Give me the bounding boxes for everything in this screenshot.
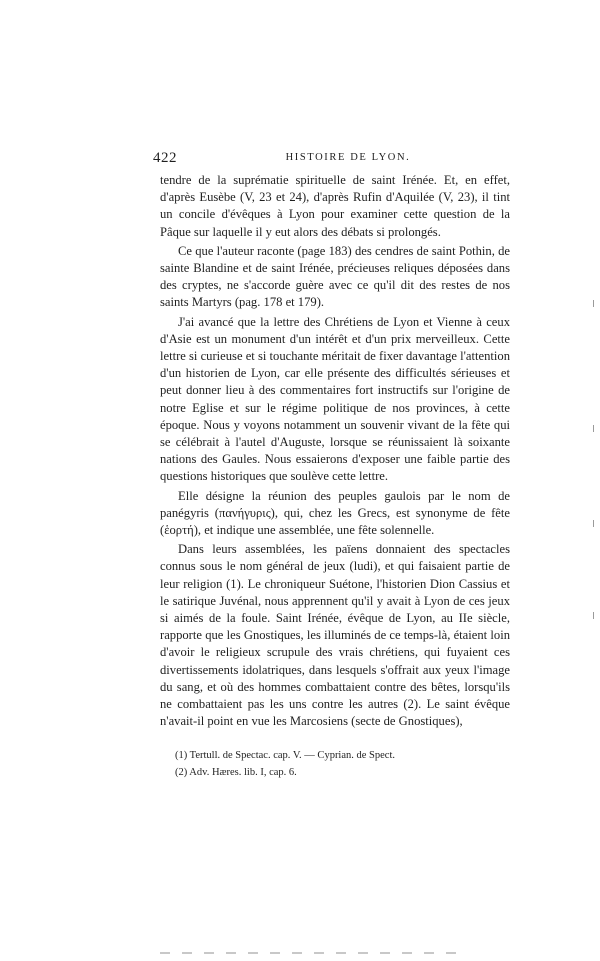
paragraph: J'ai avancé que la lettre des Chrétiens de Lyon et Vienne à ceux d'Asie est un monument d'un intérêt et d'un prix merveilleux. Cette lettre si curieuse et si touchante méritait de fixer davantage l'attention d'un historien de Lyon, car elle présente des difficultés sérieuses et peut donner lieu à des commentaires fort instructifs sur l'origine de notre Eglise et sur le régime politique de nos provinces, à cette époque. Nous y voyons notamment un souvenir vivant de la fête qui se célébrait à l'autel d'Auguste, lorsque se réunissaient là soixante nations des Gaules. Nous essaierons d'exposer une faible partie des questions historiques que soulève cette lettre.	[160, 314, 510, 484]
footnotes	[175, 747, 505, 781]
running-title: HISTOIRE DE LYON.	[285, 152, 411, 163]
body-text	[160, 172, 510, 731]
margin-mark	[593, 612, 594, 619]
paragraph: Elle désigne la réunion des peuples gaulois par le nom de panégyris (πανήγυρις), qui, chez les Grecs, est synonyme de fête (ἑορτή), et indique une assemblée, une fête solennelle.	[160, 488, 510, 538]
page-number: 422	[153, 150, 177, 166]
page-header	[153, 150, 513, 168]
paragraph: Ce que l'auteur raconte (page 183) des cendres de saint Pothin, de sainte Blandine et de saint Irénée, précieuses reliques déposées dans des cryptes, ne s'accorde guère avec ce qu'il dit des restes de nos saints Martyrs (pag. 178 et 179).	[160, 243, 510, 310]
paragraph: tendre de la suprématie spirituelle de saint Irénée. Et, en effet, d'après Eusèbe (V, 23 et 24), d'après Rufin d'Aquilée (V, 23), il tint un concile d'évêques à Lyon pour examiner cette question de la Pâque sur laquelle il y eut alors des débats si prolongés.	[160, 173, 510, 239]
footnote: (1) Tertull. de Spectac. cap. V. — Cyprian. de Spect.	[175, 750, 396, 761]
paragraph: Dans leurs assemblées, les païens donnaient des spectacles connus sous le nom général de jeux (ludi), et qui faisaient partie de leur religion (1). Le chroniqueur Suétone, l'historien Dion Cassius et le satirique Juvénal, nous apprennent qu'il y avait à Lyon de ces jeux si aimés de la foule. Saint Irénée, évêque de Lyon, au IIe siècle, rapporte que les Gnostiques, les illuminés de ce temps-là, étaient loin d'avoir le religieux scrupule des vrais chrétiens, qui fuyaient ces divertissements idolatriques, dans lesquels s'offrait aux yeux l'image du sang, et où des hommes combattaient contre des bêtes, lorsqu'ils ne combattaient pas les uns contre les autres (2). Le saint évêque n'avait-il point en vue les Marcosiens (secte de Gnostiques),	[160, 542, 510, 729]
margin-mark	[593, 425, 594, 432]
margin-mark	[593, 300, 594, 307]
scan-artifact-dashes	[160, 952, 460, 954]
margin-mark	[593, 520, 594, 527]
footnote: (2) Adv. Hæres. lib. I, cap. 6.	[175, 767, 297, 778]
